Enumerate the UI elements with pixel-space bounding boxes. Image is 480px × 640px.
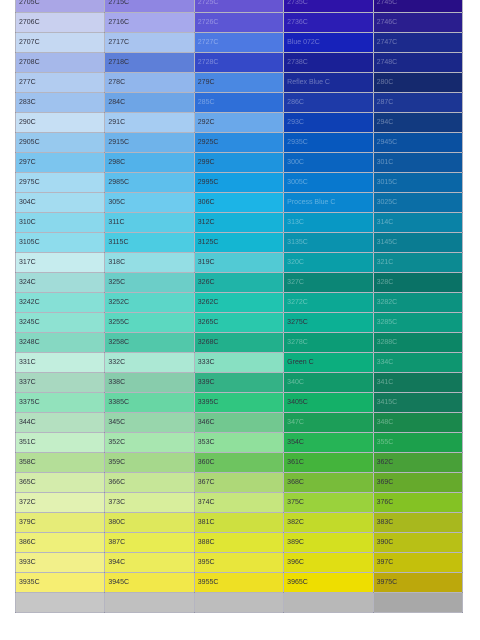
swatch-row (16, 53, 463, 73)
color-swatch-cell: 3262C (194, 293, 283, 313)
color-swatch-cell: 311C (105, 213, 194, 233)
color-swatch-cell: 381C (194, 513, 283, 533)
color-swatch-cell: 393C (16, 553, 105, 573)
swatch-row (16, 433, 463, 453)
color-swatch-cell: 2708C (16, 53, 105, 73)
color-swatch-cell: 388C (194, 533, 283, 553)
color-swatch-cell: 365C (16, 473, 105, 493)
color-swatch-table (15, 0, 463, 613)
color-swatch-cell: 380C (105, 513, 194, 533)
color-swatch-cell: 386C (16, 533, 105, 553)
color-swatch-cell: 2717C (105, 33, 194, 53)
color-swatch-cell: 293C (284, 113, 373, 133)
color-swatch-cell (373, 593, 462, 613)
color-swatch-cell: 3242C (16, 293, 105, 313)
color-swatch-cell: 341C (373, 373, 462, 393)
color-swatch-cell: 285C (194, 93, 283, 113)
color-swatch-cell: 328C (373, 273, 462, 293)
swatch-row (16, 333, 463, 353)
swatch-row (16, 533, 463, 553)
color-swatch-cell: 2707C (16, 33, 105, 53)
swatch-row (16, 473, 463, 493)
color-swatch-cell: 3105C (16, 233, 105, 253)
swatch-row (16, 393, 463, 413)
color-swatch-cell: 292C (194, 113, 283, 133)
color-swatch-cell: 369C (373, 473, 462, 493)
color-swatch-cell: 331C (16, 353, 105, 373)
color-swatch-cell: 3258C (105, 333, 194, 353)
color-swatch-cell (284, 593, 373, 613)
color-swatch-cell: 382C (284, 513, 373, 533)
color-swatch-cell: 334C (373, 353, 462, 373)
color-swatch-cell: 325C (105, 273, 194, 293)
color-swatch-cell: 397C (373, 553, 462, 573)
color-swatch-cell: 396C (284, 553, 373, 573)
color-swatch-cell: 3135C (284, 233, 373, 253)
color-swatch-cell: 278C (105, 73, 194, 93)
swatch-row (16, 233, 463, 253)
swatch-row (16, 593, 463, 613)
color-swatch-cell: 301C (373, 153, 462, 173)
color-swatch-cell: 317C (16, 253, 105, 273)
color-swatch-cell: 3248C (16, 333, 105, 353)
color-swatch-cell: 3375C (16, 393, 105, 413)
color-swatch-cell: 355C (373, 433, 462, 453)
color-swatch-cell: 3415C (373, 393, 462, 413)
color-swatch-cell: 2726C (194, 13, 283, 33)
color-swatch-cell: 359C (105, 453, 194, 473)
color-swatch-cell: 344C (16, 413, 105, 433)
color-swatch-cell: 3025C (373, 193, 462, 213)
color-swatch-cell: 3945C (105, 573, 194, 593)
color-swatch-cell: 3935C (16, 573, 105, 593)
color-swatch-cell: 277C (16, 73, 105, 93)
color-swatch-cell: 368C (284, 473, 373, 493)
color-swatch-cell: 3255C (105, 313, 194, 333)
color-swatch-cell: 337C (16, 373, 105, 393)
swatch-row (16, 573, 463, 593)
color-swatch-cell: 286C (284, 93, 373, 113)
color-swatch-cell: 374C (194, 493, 283, 513)
color-swatch-cell: 358C (16, 453, 105, 473)
color-swatch-cell (194, 593, 283, 613)
color-swatch-cell: 353C (194, 433, 283, 453)
color-swatch-cell: 360C (194, 453, 283, 473)
color-swatch-cell: 312C (194, 213, 283, 233)
color-swatch-cell: 2746C (373, 13, 462, 33)
color-swatch-cell: 2975C (16, 173, 105, 193)
color-swatch-cell: 3272C (284, 293, 373, 313)
color-swatch-cell: 304C (16, 193, 105, 213)
color-swatch-cell: 320C (284, 253, 373, 273)
color-swatch-cell: 306C (194, 193, 283, 213)
color-swatch-cell: 2728C (194, 53, 283, 73)
color-swatch-cell: 318C (105, 253, 194, 273)
color-swatch-cell: 383C (373, 513, 462, 533)
swatch-row (16, 153, 463, 173)
color-swatch-cell: 2718C (105, 53, 194, 73)
color-swatch-cell: 2935C (284, 133, 373, 153)
color-swatch-cell: 3125C (194, 233, 283, 253)
color-swatch-cell: 2985C (105, 173, 194, 193)
swatch-row (16, 413, 463, 433)
color-swatch-cell: 298C (105, 153, 194, 173)
color-swatch-cell: 395C (194, 553, 283, 573)
color-swatch-cell: 338C (105, 373, 194, 393)
color-swatch-cell: 2745C (373, 0, 462, 13)
color-swatch-cell: 2716C (105, 13, 194, 33)
color-swatch-cell: 2715C (105, 0, 194, 13)
color-swatch-cell: 3252C (105, 293, 194, 313)
color-swatch-cell: Reflex Blue C (284, 73, 373, 93)
color-swatch-cell: 291C (105, 113, 194, 133)
color-swatch-cell: 347C (284, 413, 373, 433)
color-swatch-cell: Process Blue C (284, 193, 373, 213)
color-swatch-cell: 310C (16, 213, 105, 233)
swatch-row (16, 493, 463, 513)
color-swatch-cell: 2706C (16, 13, 105, 33)
color-swatch-cell: 3282C (373, 293, 462, 313)
color-swatch-cell: 379C (16, 513, 105, 533)
color-swatch-cell: Green C (284, 353, 373, 373)
color-swatch-cell: 373C (105, 493, 194, 513)
color-swatch-cell: 2995C (194, 173, 283, 193)
color-swatch-cell: 376C (373, 493, 462, 513)
color-swatch-cell: 279C (194, 73, 283, 93)
swatch-row (16, 13, 463, 33)
color-swatch-cell: 321C (373, 253, 462, 273)
color-swatch-cell: 362C (373, 453, 462, 473)
color-swatch-cell: 2727C (194, 33, 283, 53)
color-swatch-cell: 314C (373, 213, 462, 233)
swatch-row (16, 173, 463, 193)
swatch-row (16, 253, 463, 273)
color-swatch-cell: 3265C (194, 313, 283, 333)
swatch-row (16, 133, 463, 153)
color-swatch-cell: 372C (16, 493, 105, 513)
color-swatch-cell: 333C (194, 353, 283, 373)
color-swatch-cell: 345C (105, 413, 194, 433)
color-swatch-cell: 3115C (105, 233, 194, 253)
color-swatch-cell: 2905C (16, 133, 105, 153)
color-swatch-cell: 299C (194, 153, 283, 173)
swatch-row (16, 73, 463, 93)
color-swatch-cell: 339C (194, 373, 283, 393)
color-swatch-cell: 348C (373, 413, 462, 433)
swatch-row (16, 553, 463, 573)
color-swatch-cell: 2915C (105, 133, 194, 153)
color-swatch-cell: 2705C (16, 0, 105, 13)
color-swatch-cell: 284C (105, 93, 194, 113)
color-swatch-cell: 346C (194, 413, 283, 433)
swatch-row (16, 373, 463, 393)
color-swatch-cell: 332C (105, 353, 194, 373)
color-swatch-cell: 2925C (194, 133, 283, 153)
color-swatch-cell: 287C (373, 93, 462, 113)
color-swatch-cell: 2736C (284, 13, 373, 33)
swatch-row (16, 113, 463, 133)
color-swatch-cell: 327C (284, 273, 373, 293)
swatch-row (16, 353, 463, 373)
color-swatch-cell: 366C (105, 473, 194, 493)
color-swatch-cell (105, 593, 194, 613)
swatch-table-body (16, 0, 463, 613)
color-swatch-cell: 294C (373, 113, 462, 133)
color-swatch-cell: 3268C (194, 333, 283, 353)
color-swatch-cell: 2738C (284, 53, 373, 73)
color-swatch-cell: 361C (284, 453, 373, 473)
color-swatch-cell: 367C (194, 473, 283, 493)
color-swatch-cell: Blue 072C (284, 33, 373, 53)
swatch-row (16, 213, 463, 233)
swatch-row (16, 93, 463, 113)
color-swatch-cell: 313C (284, 213, 373, 233)
color-swatch-cell: 2725C (194, 0, 283, 13)
color-swatch-cell: 352C (105, 433, 194, 453)
color-swatch-cell: 375C (284, 493, 373, 513)
color-swatch-cell: 3145C (373, 233, 462, 253)
color-swatch-cell: 387C (105, 533, 194, 553)
color-swatch-cell: 3288C (373, 333, 462, 353)
color-swatch-cell: 340C (284, 373, 373, 393)
color-swatch-cell: 3015C (373, 173, 462, 193)
color-swatch-cell: 2945C (373, 133, 462, 153)
color-swatch-cell: 3385C (105, 393, 194, 413)
color-swatch-cell: 3285C (373, 313, 462, 333)
color-swatch-cell: 283C (16, 93, 105, 113)
color-swatch-cell: 290C (16, 113, 105, 133)
color-swatch-cell: 2747C (373, 33, 462, 53)
color-swatch-cell: 300C (284, 153, 373, 173)
color-swatch-cell: 351C (16, 433, 105, 453)
color-swatch-cell: 297C (16, 153, 105, 173)
color-swatch-cell: 3955C (194, 573, 283, 593)
swatch-row (16, 193, 463, 213)
swatch-row (16, 293, 463, 313)
color-swatch-cell: 2735C (284, 0, 373, 13)
color-swatch-cell (16, 593, 105, 613)
color-swatch-cell: 3275C (284, 313, 373, 333)
swatch-row (16, 0, 463, 13)
color-swatch-cell: 305C (105, 193, 194, 213)
color-swatch-cell: 3245C (16, 313, 105, 333)
color-swatch-cell: 2748C (373, 53, 462, 73)
color-swatch-cell: 326C (194, 273, 283, 293)
color-swatch-cell: 319C (194, 253, 283, 273)
swatch-row (16, 33, 463, 53)
swatch-row (16, 273, 463, 293)
color-swatch-cell: 354C (284, 433, 373, 453)
color-swatch-cell: 389C (284, 533, 373, 553)
color-swatch-cell: 3405C (284, 393, 373, 413)
swatch-row (16, 453, 463, 473)
color-swatch-cell: 324C (16, 273, 105, 293)
color-swatch-cell: 390C (373, 533, 462, 553)
color-swatch-cell: 3965C (284, 573, 373, 593)
color-swatch-cell: 3005C (284, 173, 373, 193)
color-swatch-cell: 3395C (194, 393, 283, 413)
color-swatch-cell: 3975C (373, 573, 462, 593)
color-swatch-cell: 394C (105, 553, 194, 573)
color-swatch-cell: 3278C (284, 333, 373, 353)
swatch-row (16, 313, 463, 333)
swatch-row (16, 513, 463, 533)
color-swatch-cell: 280C (373, 73, 462, 93)
